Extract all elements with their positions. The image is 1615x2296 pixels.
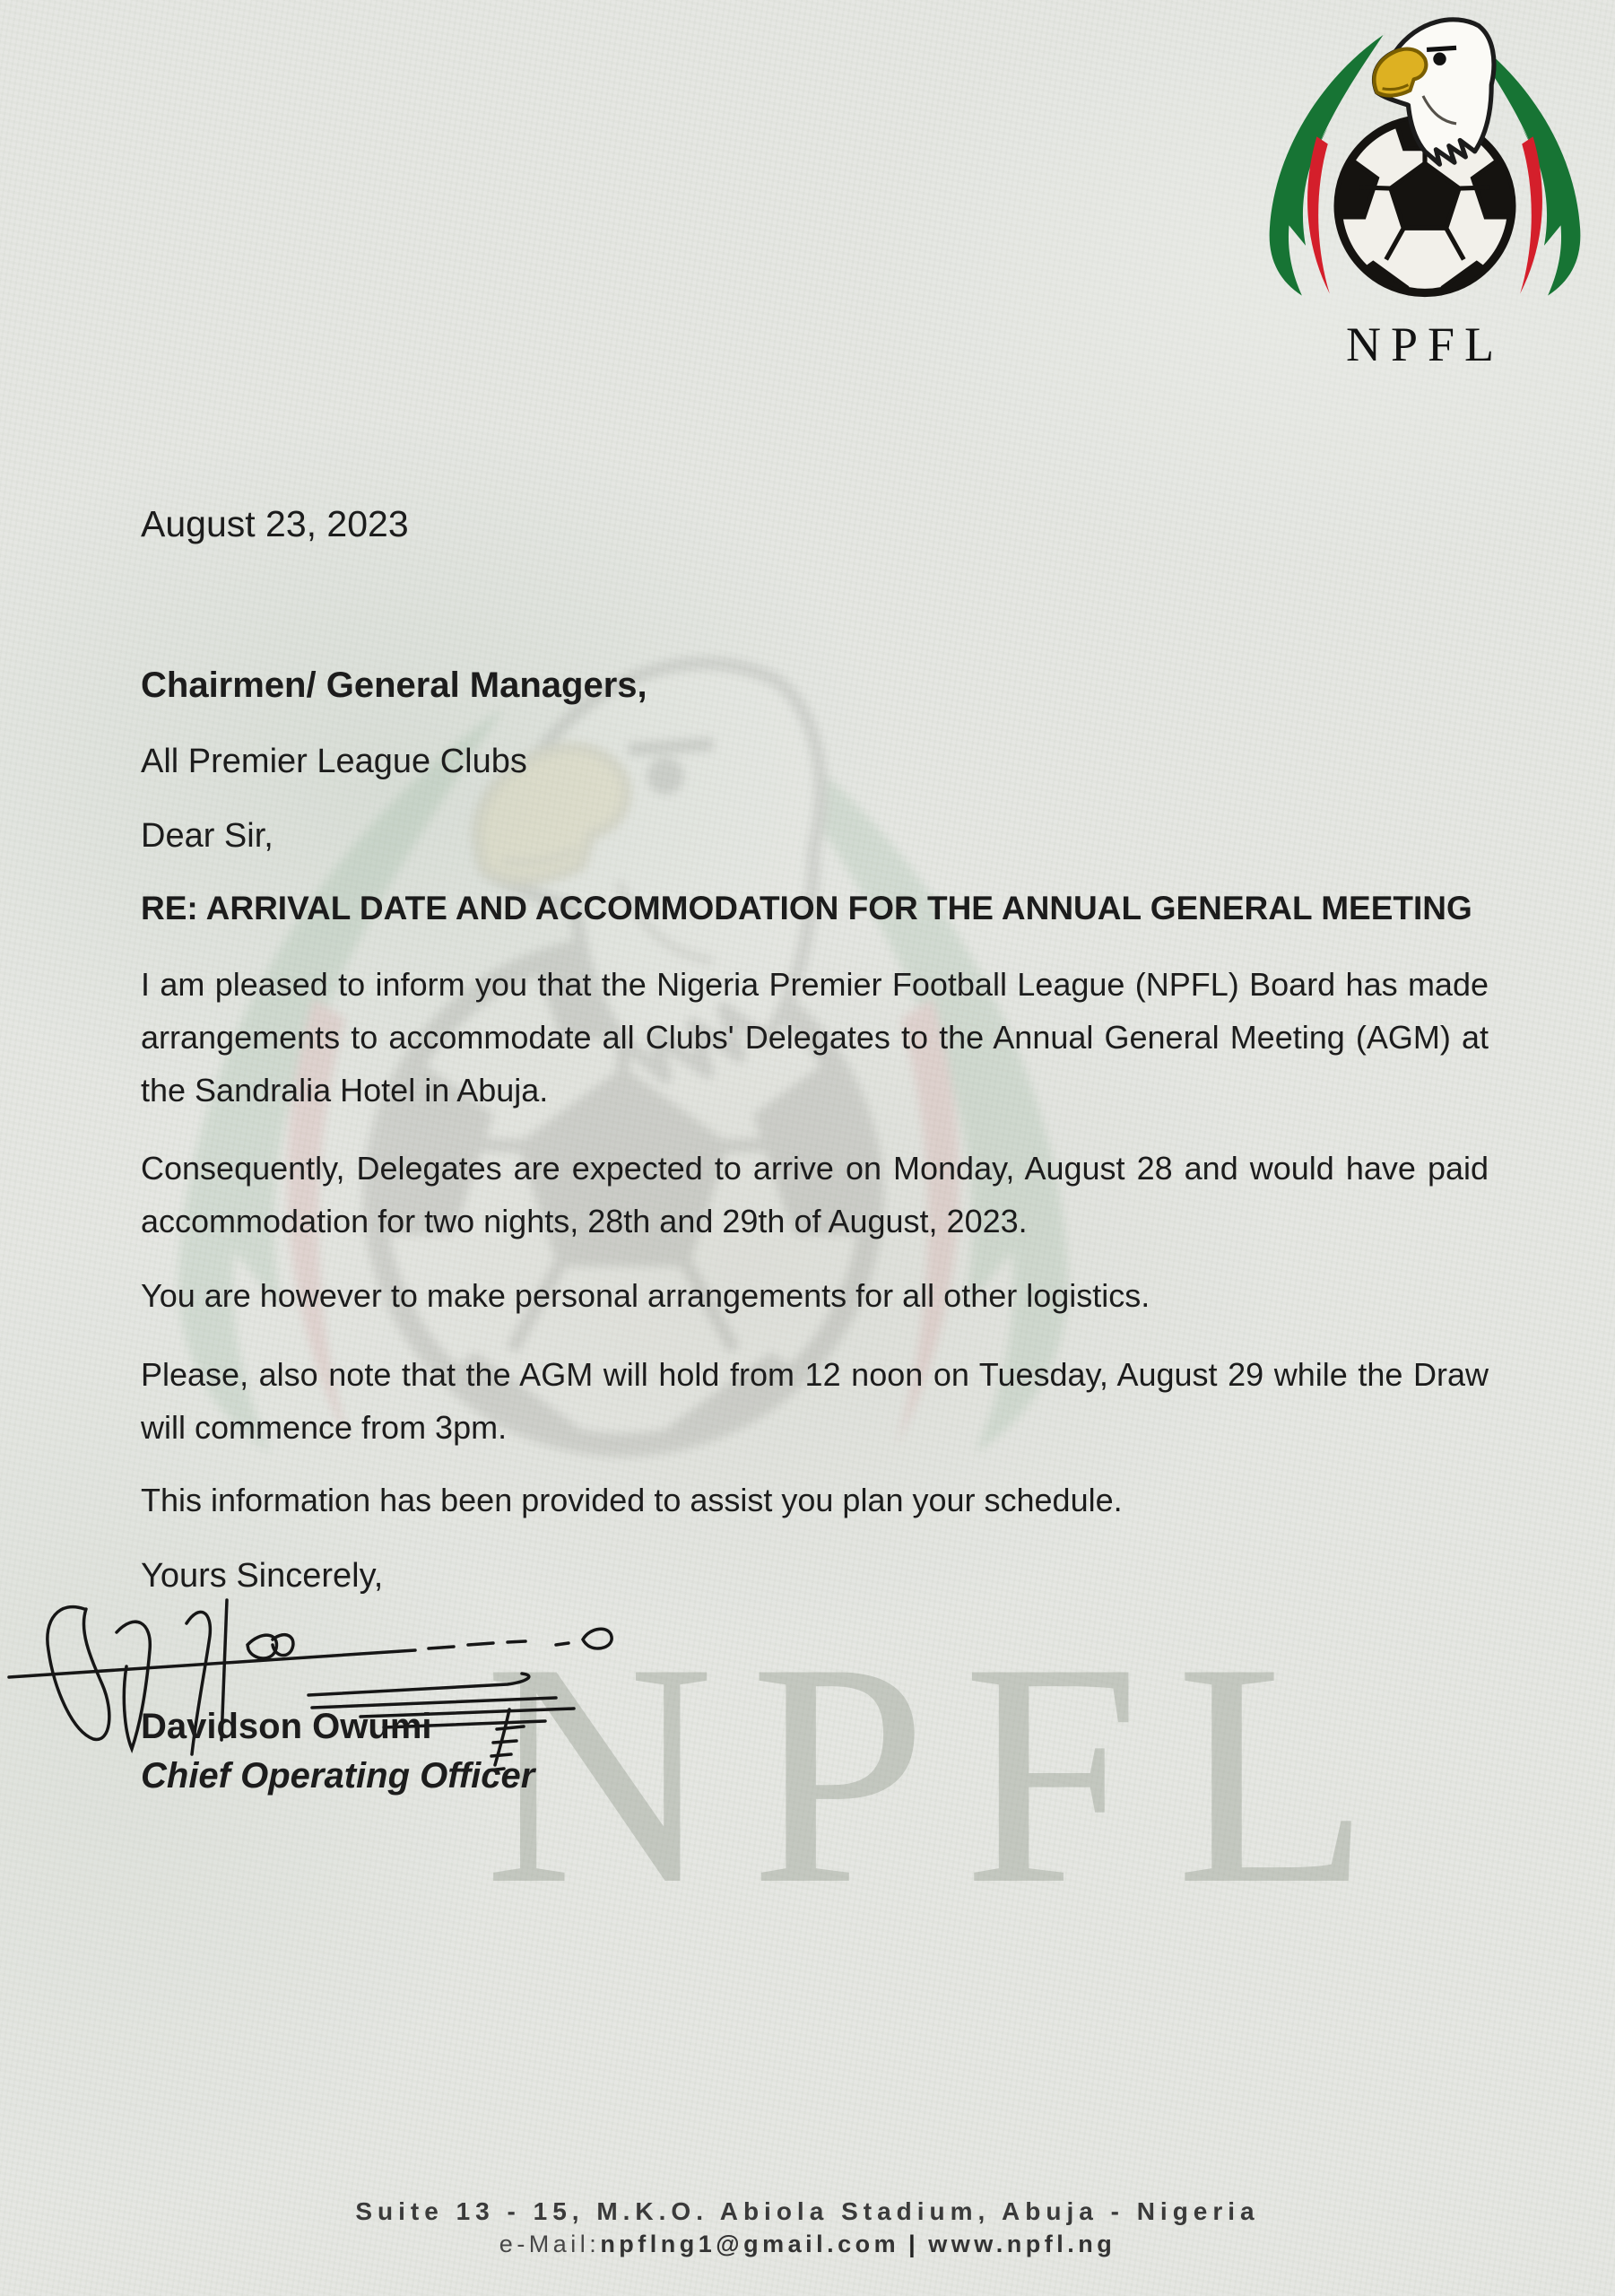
salutation: Dear Sir, <box>141 817 274 855</box>
email-label: e-Mail: <box>499 2231 601 2257</box>
footer <box>0 2196 1615 2260</box>
paragraph-2: Consequently, Delegates are expected to arrive on Monday, August 28 and would have paid accommodation for two nights, 28th and 29th of August, 2023. <box>141 1150 1489 1239</box>
logo-caption: NPFL <box>1345 317 1505 372</box>
footer-address: Suite 13 - 15, M.K.O. Abiola Stadium, Abuja - Nigeria <box>355 2197 1260 2225</box>
signatory-name: Davidson Owumi <box>141 1707 432 1746</box>
letter-content <box>141 0 1489 1603</box>
footer-contacts <box>0 2228 1615 2260</box>
footer-separator: | <box>908 2231 920 2257</box>
paragraph-5: This information has been provided to assist you plan your schedule. <box>141 1482 1123 1518</box>
signatory-title: Chief Operating Officer <box>141 1756 535 1796</box>
recipient-line-1: Chairmen/ General Managers, <box>141 665 647 705</box>
recipient-line-2: All Premier League Clubs <box>141 743 527 780</box>
paragraph-3: You are however to make personal arrangements for all other logistics. <box>141 1277 1150 1314</box>
website-url: www.npfl.ng <box>928 2231 1116 2257</box>
closing: Yours Sincerely, <box>141 1557 384 1595</box>
paragraph-1: I am pleased to inform you that the Nigeria Premier Football League (NPFL) Board has made arrangements to accommodate all Clubs' Delegates to the Annual General Meeting (AGM) at the Sandralia Hotel in Abuja. <box>141 966 1489 1109</box>
paragraph-4: Please, also note that the AGM will hold from 12 noon on Tuesday, August 29 while the Draw will commence from 3pm. <box>141 1356 1489 1446</box>
email-address: npflng1@gmail.com <box>600 2231 900 2257</box>
subject-line: RE: ARRIVAL DATE AND ACCOMMODATION FOR THE ANNUAL GENERAL MEETING <box>141 890 1472 926</box>
npfl-watermark-text: NPFL <box>484 1597 1407 1950</box>
letter-date: August 23, 2023 <box>141 503 409 544</box>
